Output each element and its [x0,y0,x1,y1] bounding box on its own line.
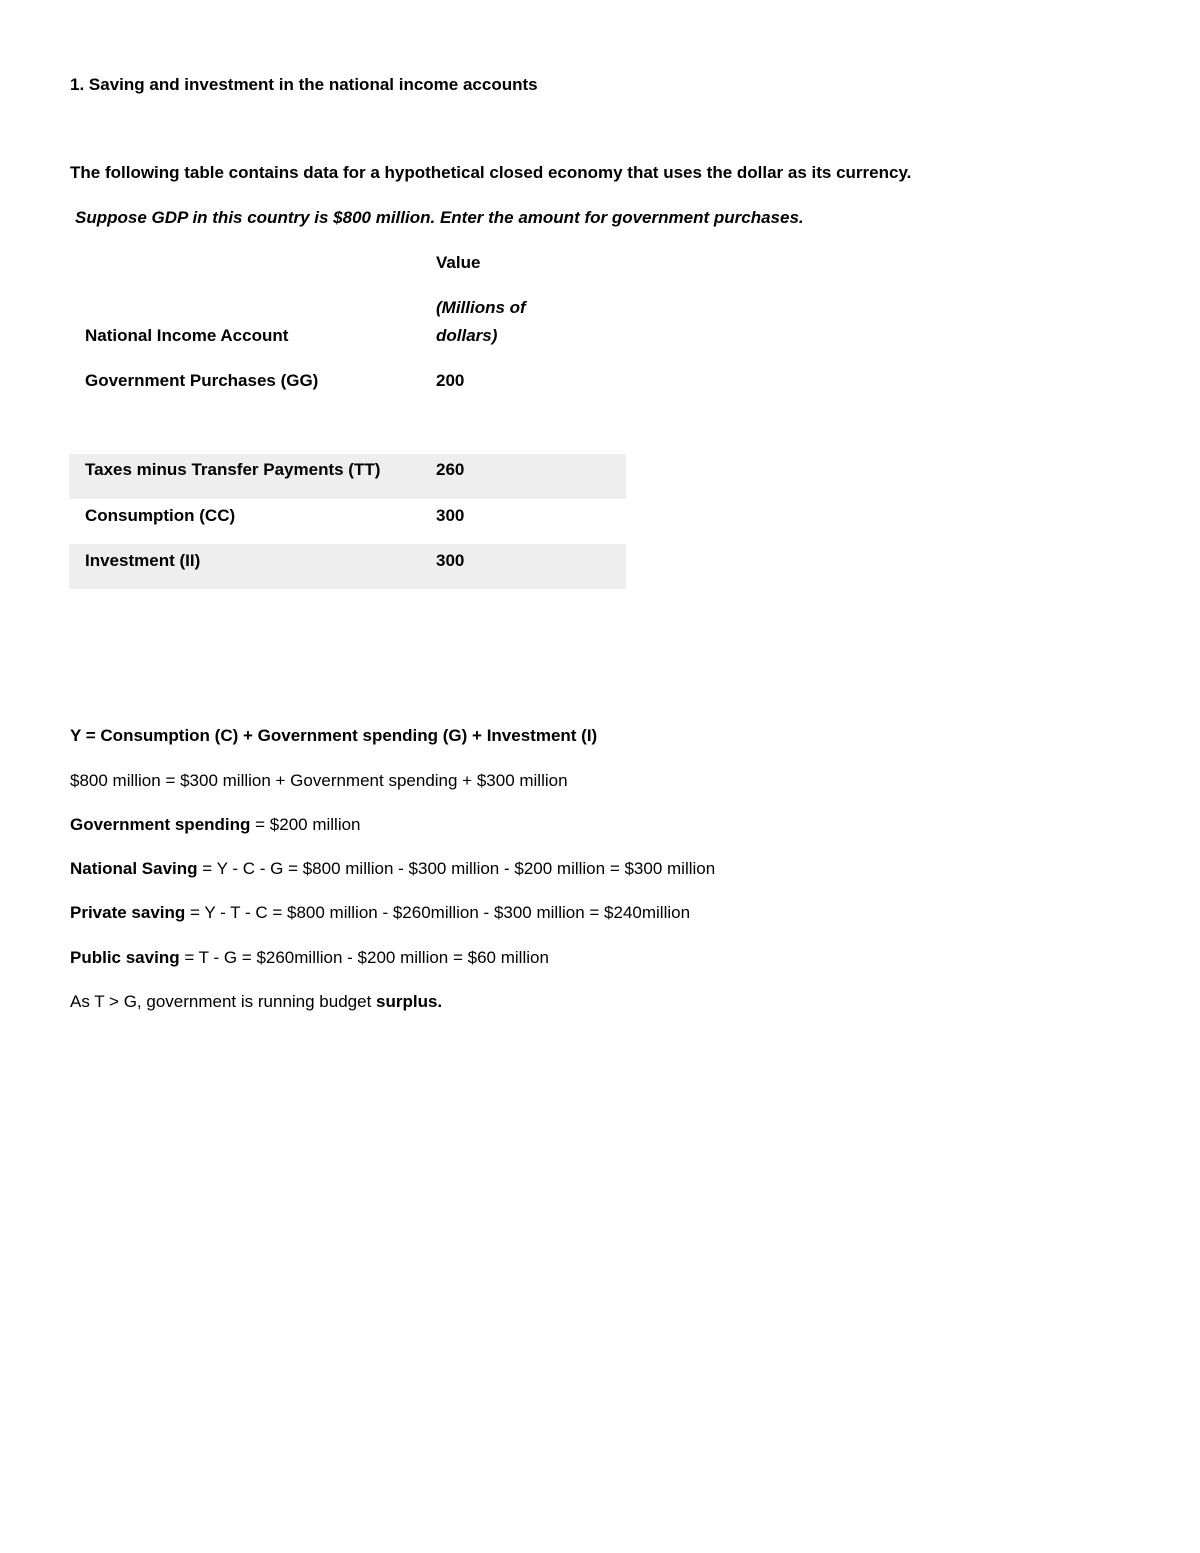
account-header: National Income Account [85,326,289,345]
gov-spending-value: = $200 million [250,815,361,834]
public-saving-line [70,947,549,969]
row-value: 300 [436,551,465,570]
public-saving-label: Public saving [70,948,180,967]
public-saving-value: = T - G = $260million - $200 million = $60 million [179,948,549,967]
value-header-line3: dollars) [436,326,498,345]
conclusion-text: As T > G, government is running budget [70,992,377,1011]
question-text: Suppose GDP in this country is $800 million. Enter the amount for government purchases. [75,208,804,227]
national-saving-label: National Saving [70,859,198,878]
conclusion-line [70,991,442,1013]
private-saving-label: Private saving [70,903,186,922]
substitution-line: $800 million = $300 million + Government spending + $300 million [70,771,568,790]
row-label: Government Purchases (GG) [85,371,319,390]
row-label: Investment (II) [85,551,201,570]
value-header-line2: (Millions of [436,298,526,317]
row-label: Consumption (CC) [85,506,236,525]
national-saving-value: = Y - C - G = $800 million - $300 million - $200 million = $300 million [197,859,716,878]
row-label: Taxes minus Transfer Payments (TT) [85,460,381,479]
intro-text: The following table contains data for a hypothetical closed economy that uses the dollar as its currency. [70,163,912,182]
private-saving-line [70,902,690,924]
page-title: 1. Saving and investment in the national income accounts [70,75,538,94]
row-value: 260 [436,460,465,479]
private-saving-value: = Y - T - C = $800 million - $260million - $300 million = $240million [185,903,691,922]
row-value: 300 [436,506,465,525]
gov-spending-line [70,814,361,836]
gdp-equation: Y = Consumption (C) + Government spending (G) + Investment (I) [70,726,598,745]
row-value: 200 [436,371,465,390]
value-header-line1: Value [436,253,481,272]
gov-spending-label: Government spending [70,815,251,834]
national-saving-line [70,858,715,880]
conclusion-emphasis: surplus. [376,992,443,1011]
